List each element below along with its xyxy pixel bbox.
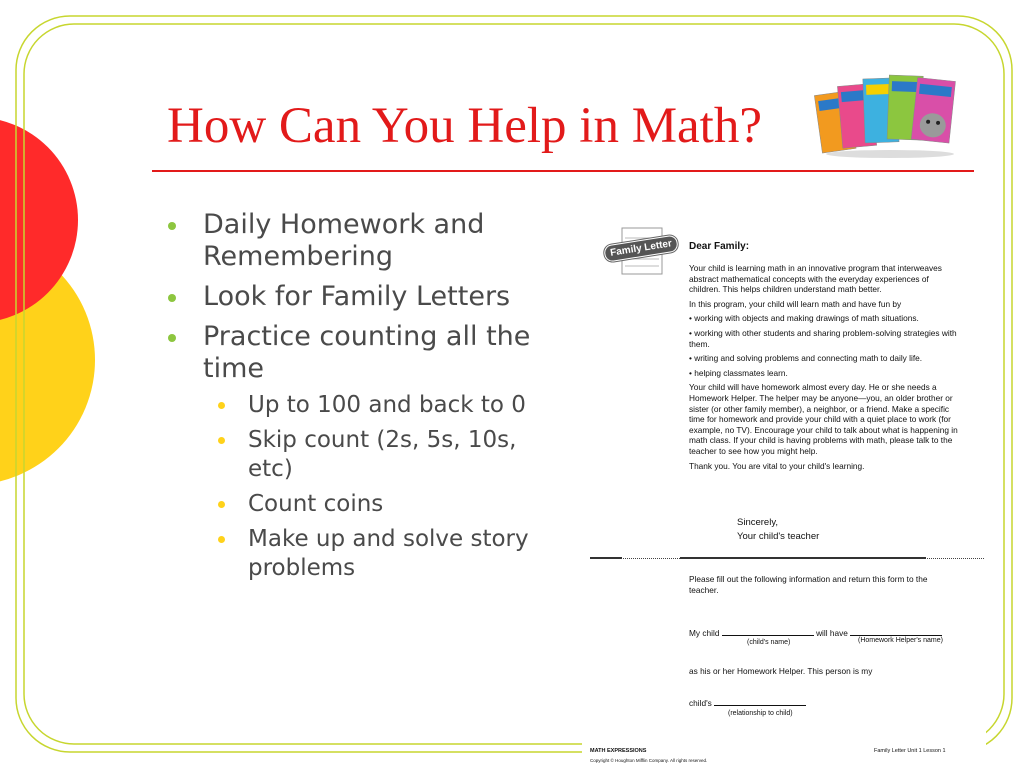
caption-helper-name: (Homework Helper's name) [858, 637, 943, 644]
form-instructions: Please fill out the following information and return this form to the teacher. [689, 574, 928, 595]
form-will-have-label: will have [816, 628, 848, 638]
sub-bullet-text: Make up and solve story problems [248, 526, 529, 581]
form-line-relationship [689, 698, 806, 708]
title-underline [152, 170, 974, 172]
letter-paragraph: In this program, your child will learn math and have fun by [689, 298, 902, 309]
letter-signature: Your child's teacher [737, 531, 820, 542]
letter-body [689, 263, 961, 475]
footer-lesson: Family Letter Unit 1 Lesson 1 [874, 748, 946, 754]
footer-copyright: Copyright © Houghton Mifflin Company. All rights reserved. [590, 758, 708, 763]
sub-bullet-item [203, 391, 544, 420]
sub-bullet-item [203, 525, 544, 583]
sub-bullet-dot [218, 437, 225, 444]
letter-paragraph: • writing and solving problems and connecting math to daily life. [689, 353, 923, 364]
letter-paragraph: • working with objects and making drawings of math situations. [689, 313, 919, 324]
bullet-dot [168, 334, 176, 342]
relationship-blank [714, 705, 806, 706]
sub-bullet-text: Up to 100 and back to 0 [248, 392, 526, 418]
helper-name-blank [850, 635, 942, 636]
letter-paragraph: • working with other students and sharing problem-solving strategies with them. [689, 327, 957, 349]
footer-brand: MATH EXPRESSIONS [590, 748, 647, 754]
family-letter-badge [592, 226, 674, 278]
slide-title: How Can You Help in Math? [167, 98, 762, 154]
letter-paragraph: Your child will have homework almost every day. He or she needs a Homework Helper. The helper may be anyone—you, an older brother or sister (or other family member), a neighbor, or a friend. Make a specific time for homework and provide your child with a quiet place to work (for example, no TV). Encourage your child to talk about what is happening in math class. If your child is having problems with math, please talk to the teacher to see how you might help. [689, 382, 958, 456]
cut-line-segment [680, 557, 926, 559]
letter-paragraph: • helping classmates learn. [689, 367, 788, 378]
sub-bullet-text: Count coins [248, 491, 384, 517]
cut-line-segment [590, 557, 622, 559]
caption-relationship: (relationship to child) [728, 710, 793, 717]
sub-bullet-item [203, 426, 544, 484]
bullet-text: Daily Homework and Remembering [203, 209, 485, 272]
bullet-item [164, 281, 544, 313]
sub-bullet-dot [218, 501, 225, 508]
form-my-child-label: My child [689, 628, 720, 638]
math-expressions-books-image [812, 70, 960, 160]
sub-bullet-text: Skip count (2s, 5s, 10s, etc) [248, 427, 517, 482]
family-letter-badge-label: Family Letter [603, 234, 679, 262]
sub-bullet-dot [218, 402, 225, 409]
form-childs-label: child's [689, 698, 712, 708]
caption-childs-name: (child's name) [747, 639, 791, 646]
sub-bullet-item [203, 490, 544, 519]
sub-bullet-list [203, 391, 544, 583]
letter-sincerely: Sincerely, [737, 517, 779, 528]
bullet-list [164, 209, 544, 591]
family-letter-image [582, 218, 986, 768]
bullet-dot [168, 222, 176, 230]
bullet-text: Look for Family Letters [203, 281, 511, 312]
childs-name-blank [722, 635, 814, 636]
form-helper-line: as his or her Homework Helper. This person is my [689, 666, 873, 676]
letter-closing [737, 516, 819, 544]
letter-paragraph: Thank you. You are vital to your child's learning. [689, 460, 865, 471]
letter-paragraph: Your child is learning math in an innovative program that interweaves abstract mathematical concepts with the everyday experiences of children. This helps children understand math better. [689, 263, 942, 295]
letter-greeting: Dear Family: [689, 241, 750, 252]
bullet-text: Practice counting all the time [203, 321, 531, 384]
bullet-item [164, 321, 544, 583]
bullet-item [164, 209, 544, 273]
sub-bullet-dot [218, 536, 225, 543]
bullet-dot [168, 294, 176, 302]
